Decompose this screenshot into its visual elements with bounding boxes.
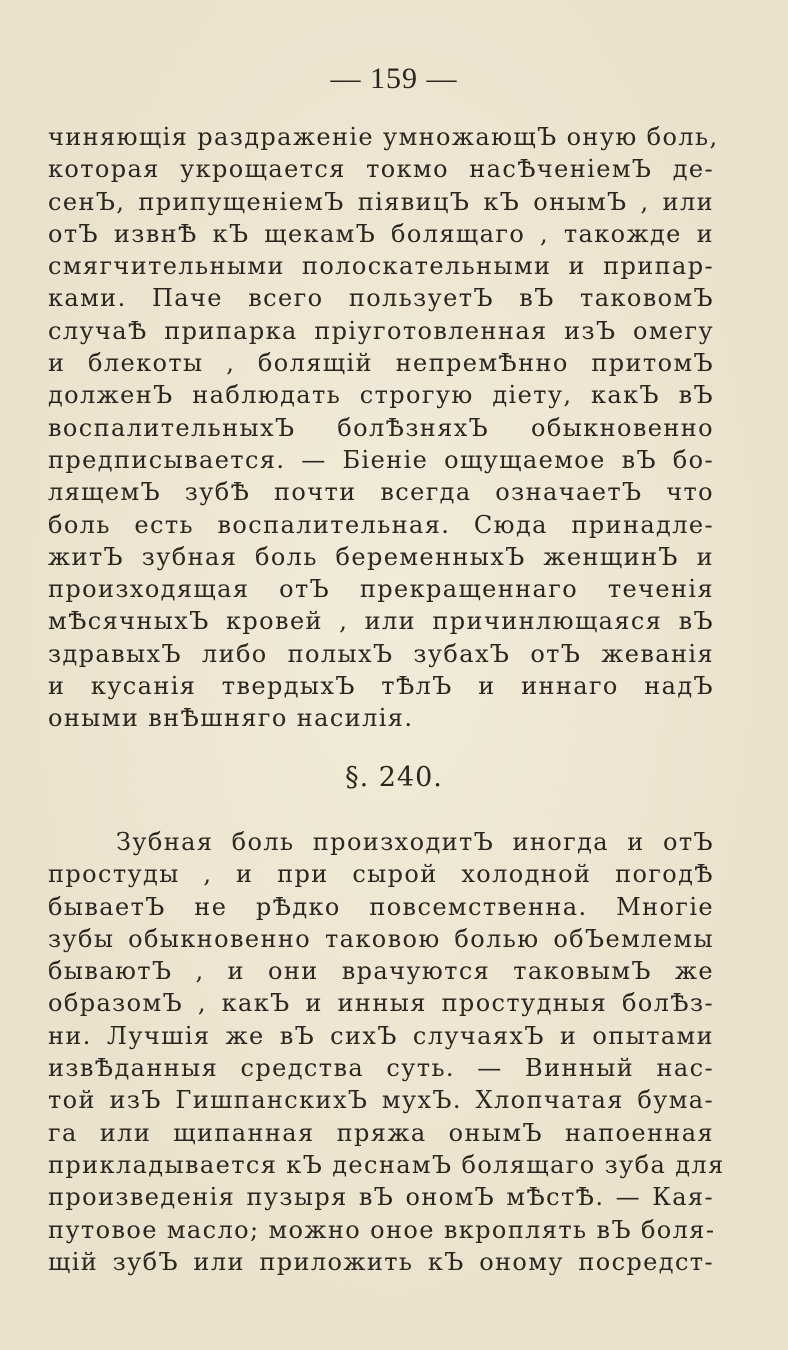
text-line: той изЪ ГишпанскихЪ мухЪ. Хлопчатая бума- (48, 1086, 714, 1115)
text-line: прикладывается кЪ деснамЪ болящаго зуба для (48, 1150, 725, 1179)
text-line: мѢсячныхЪ кровей , или причинлющаяся вЪ (48, 607, 714, 636)
text-line: смягчительными полоскательными и припар- (48, 252, 714, 281)
text-line: отЪ извнѢ кЪ щекамЪ болящаго , такожде и (48, 219, 714, 248)
text-line: путовое масло; можно оное вкроплять вЪ боля- (48, 1215, 716, 1244)
text-line: произведенія пузыря вЪ ономЪ мѢстѢ. — Кая- (48, 1183, 714, 1212)
text-line: которая укрощается токмо насѢченіемЪ де- (48, 155, 714, 184)
text-line: здравыхЪ либо полыхЪ зубахЪ отЪ жеванія (48, 639, 714, 668)
text-line: бываетЪ не рѢдко повсемственна. Многіе (48, 892, 714, 921)
text-line: боль есть воспалительная. Сюда принадле- (48, 510, 714, 539)
text-line: воспалительныхЪ болѢзняхЪ обыкновенно (48, 413, 714, 442)
text-line: долженЪ наблюдать строгую діету, какЪ вЪ (48, 381, 714, 410)
text-line: Зубная боль произходитЪ иногда и отЪ (116, 828, 714, 856)
text-line: извѢданныя средства суть. — Винный нас- (48, 1054, 714, 1083)
text-line: ками. Паче всего пользуетЪ вЪ таковомЪ (48, 284, 714, 313)
text-line: сенЪ, припущеніемЪ піявицЪ кЪ онымЪ , или (48, 187, 714, 216)
paragraph-2 (48, 826, 725, 1278)
text-line: ни. Лучшія же вЪ сихЪ случаяхЪ и опытами (48, 1021, 714, 1050)
text-line: лящемЪ зубѢ почти всегда означаетЪ что (48, 478, 714, 507)
text-line: оными внѢшняго насилія. (48, 704, 414, 733)
text-line: и кусанія твердыхЪ тѢлЪ и иннаго надЪ (48, 672, 714, 701)
text-line: га или щипанная пряжа онымЪ напоенная (48, 1118, 714, 1147)
text-line: случаѢ припарка пріуготовленная изЪ омегу (48, 316, 714, 345)
text-line: произходящая отЪ прекращеннаго теченія (48, 575, 714, 604)
text-line: щій зубЪ или приложить кЪ оному посредст- (48, 1247, 714, 1276)
section-heading: §. 240. (345, 762, 443, 793)
paragraph-1 (48, 121, 719, 735)
text-line: житЪ зубная боль беременныхЪ женщинЪ и (48, 542, 714, 571)
text-line: предписывается. — Біеніе ощущаемое вЪ бо- (48, 445, 714, 474)
page-number: — 159 — (330, 62, 458, 95)
text-line: зубы обыкновенно таковою болью обЪемлемы (48, 924, 714, 953)
text-line: бываютЪ , и они врачуются таковымЪ же (48, 957, 714, 986)
text-line: и блекоты , болящій непремѢнно притомЪ (48, 349, 714, 378)
text-line: чиняющія раздраженіе умножающЪ оную боль, (48, 123, 719, 151)
text-line: образомЪ , какЪ и инныя простудныя болѢз- (48, 989, 714, 1018)
text-line: простуды , и при сырой холодной погодѢ (48, 860, 714, 889)
